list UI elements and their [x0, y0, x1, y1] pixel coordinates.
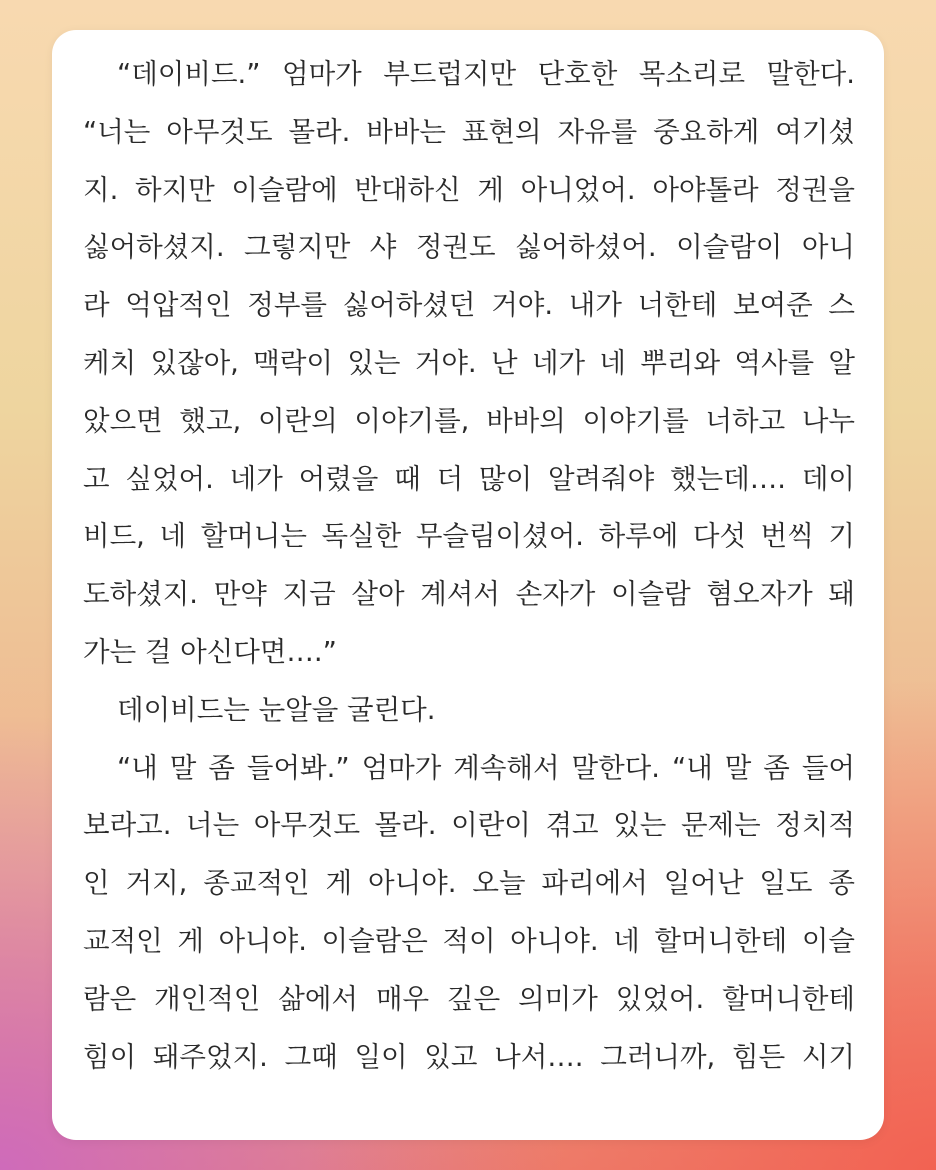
text-line: 데이비드는 눈알을 굴린다.: [117, 693, 436, 726]
page-card: [52, 30, 884, 1140]
text-line: 가는 걸 아신다면….”: [83, 635, 337, 668]
text-line: 인 거지, 종교적인 게 아니야. 오늘 파리에서 일어난 일도 종: [83, 867, 855, 900]
text-line: 고 싶었어. 네가 어렸을 때 더 많이 알려줘야 했는데…. 데이: [83, 462, 855, 495]
text-line: “내 말 좀 들어봐.” 엄마가 계속해서 말한다. “내 말 좀 들어: [117, 751, 855, 784]
text-line: 도하셨지. 만약 지금 살아 계셔서 손자가 이슬람 혐오자가 돼: [83, 578, 855, 611]
text-line: 람은 개인적인 삶에서 매우 깊은 의미가 있었어. 할머니한테: [83, 982, 855, 1015]
text-line: 라 억압적인 정부를 싫어하셨던 거야. 내가 너한테 보여준 스: [83, 289, 855, 322]
text-line: 았으면 했고, 이란의 이야기를, 바바의 이야기를 너하고 나누: [83, 404, 855, 437]
text-line: “너는 아무것도 몰라. 바바는 표현의 자유를 중요하게 여기셨: [83, 115, 855, 148]
book-text: [83, 46, 855, 1086]
text-line: 보라고. 너는 아무것도 몰라. 이란이 겪고 있는 문제는 정치적: [83, 809, 855, 842]
text-line: 비드, 네 할머니는 독실한 무슬림이셨어. 하루에 다섯 번씩 기: [83, 520, 855, 553]
text-line: 싫어하셨지. 그렇지만 샤 정권도 싫어하셨어. 이슬람이 아니: [83, 231, 855, 264]
text-line: “데이비드.” 엄마가 부드럽지만 단호한 목소리로 말한다.: [117, 58, 855, 90]
text-line: 지. 하지만 이슬람에 반대하신 게 아니었어. 아야톨라 정권을: [83, 173, 855, 206]
text-line: 케치 있잖아, 맥락이 있는 거야. 난 네가 네 뿌리와 역사를 알: [83, 346, 855, 379]
text-line: 힘이 돼주었지. 그때 일이 있고 나서…. 그러니까, 힘든 시기: [83, 1040, 855, 1073]
text-line: 교적인 게 아니야. 이슬람은 적이 아니야. 네 할머니한테 이슬: [83, 924, 855, 957]
